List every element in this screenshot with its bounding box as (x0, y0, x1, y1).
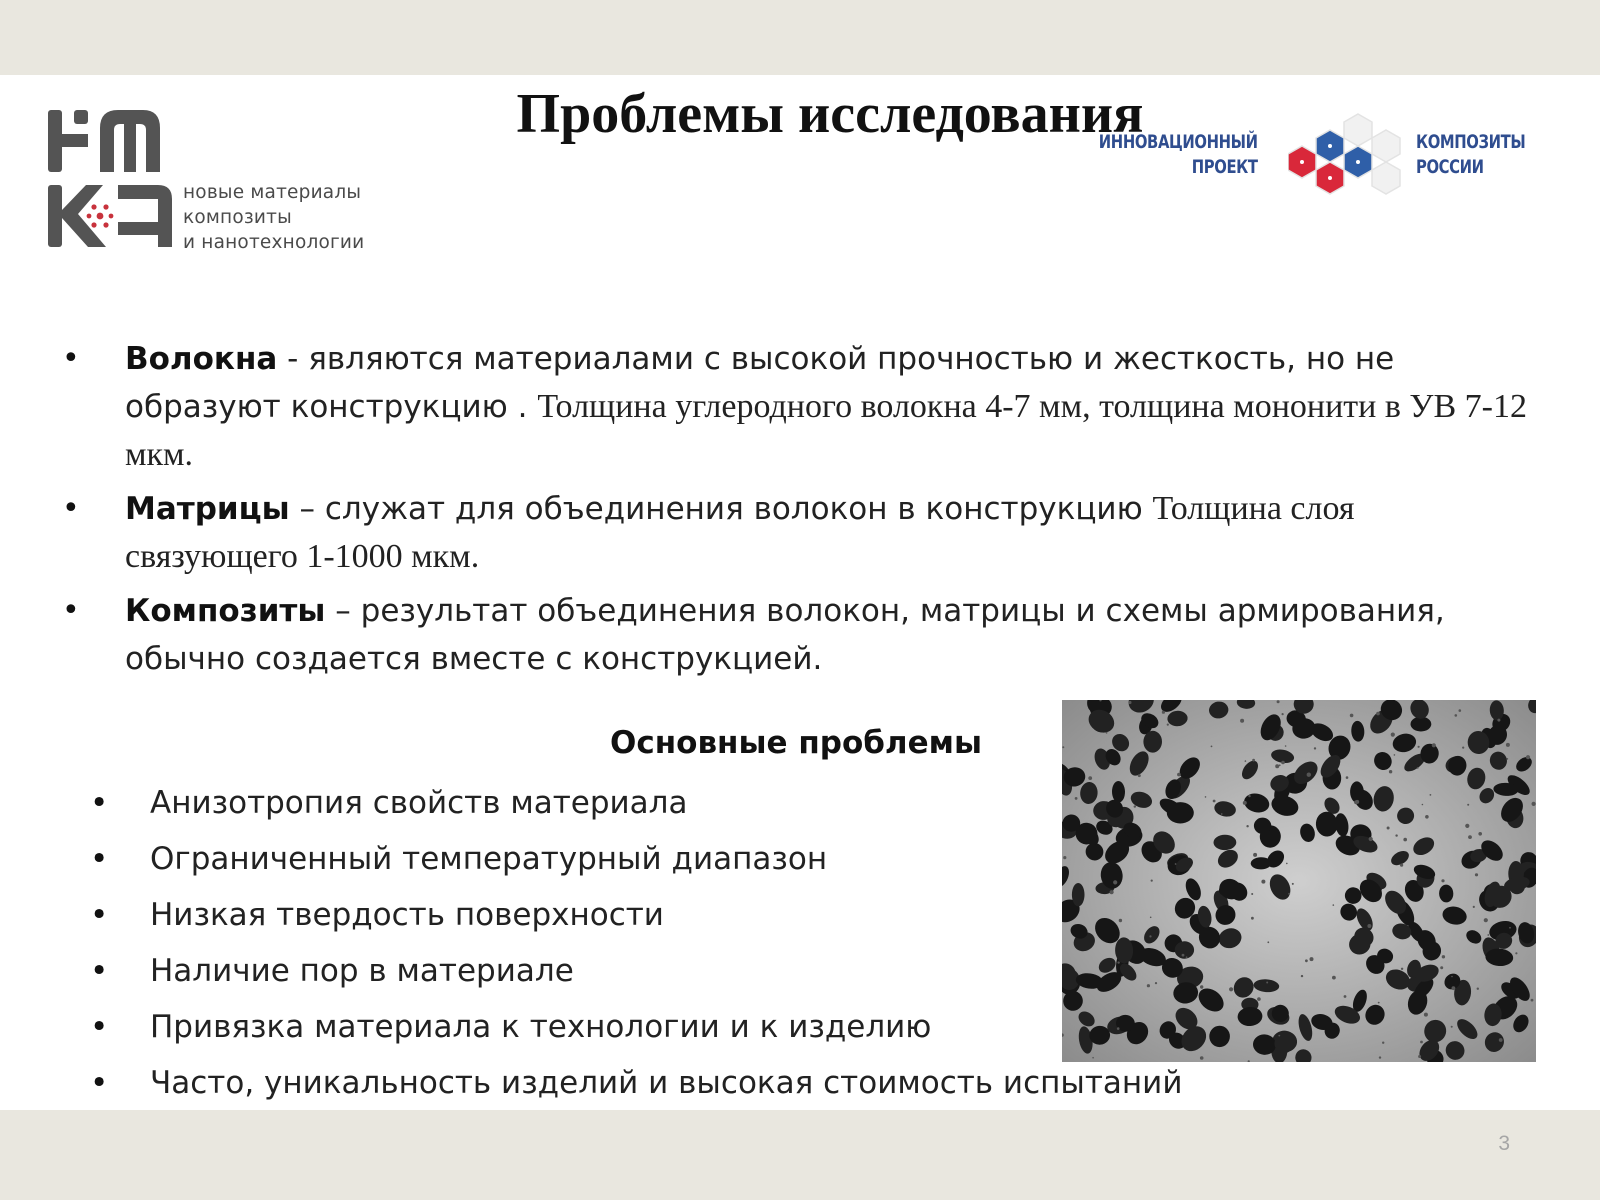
pore-speck (1452, 986, 1456, 990)
pore-speck (1240, 719, 1244, 723)
fiber-cross-section (1167, 802, 1194, 823)
pore-speck (1149, 935, 1151, 937)
pore-speck (1128, 701, 1131, 704)
pore-speck (1379, 1056, 1381, 1058)
pore-speck (1286, 863, 1288, 865)
problem-item (90, 831, 1182, 887)
problem-text: Привязка материала к технологии и к изделию (150, 1009, 932, 1045)
definition-term: Матрицы (125, 491, 290, 527)
pore-speck (1288, 893, 1290, 895)
fiber-cross-section (1209, 1026, 1230, 1047)
pore-speck (1475, 873, 1478, 876)
pore-speck (1440, 966, 1443, 969)
definition-term: Композиты (125, 593, 326, 629)
pore-speck (1281, 761, 1285, 765)
pore-speck (1465, 824, 1469, 828)
pore-speck (1376, 712, 1380, 716)
pore-speck (1462, 747, 1464, 749)
pore-speck (1417, 767, 1419, 769)
pore-speck (1333, 904, 1335, 906)
logo-line: и нанотехнологии (183, 232, 365, 253)
problem-text: Низкая твердость поверхности (150, 897, 664, 933)
pore-speck (1344, 995, 1347, 998)
problems-heading: Основные проблемы (610, 725, 982, 761)
pore-speck (1229, 987, 1233, 991)
pore-speck (1151, 880, 1153, 882)
pore-speck (1266, 982, 1268, 984)
pore-speck (1346, 776, 1349, 779)
pore-speck (1248, 795, 1250, 797)
pore-speck (1275, 764, 1279, 768)
pore-speck (1200, 985, 1203, 988)
definition-note: Толщина углеродного волокна 4-7 мм, толщина мононити в УВ 7-12 мкм. (125, 388, 1527, 473)
slide-number: 3 (1498, 1132, 1510, 1155)
pore-speck (1213, 800, 1216, 803)
pore-speck (1245, 760, 1247, 762)
pore-speck (1307, 773, 1311, 777)
problem-item (90, 999, 1182, 1055)
pore-speck (1369, 837, 1373, 841)
pore-speck (1251, 893, 1253, 895)
pore-speck (1451, 976, 1453, 978)
problem-item (90, 1055, 1182, 1111)
bullet: • (90, 1009, 109, 1045)
problem-text: Анизотропия свойств материала (150, 785, 688, 821)
definition-composites (62, 587, 1532, 683)
pore-speck (1506, 758, 1508, 760)
pore-speck (1092, 1057, 1094, 1059)
pore-speck (1278, 1035, 1280, 1037)
pore-speck (1261, 880, 1265, 884)
pore-speck (1395, 834, 1397, 836)
pore-speck (1305, 959, 1308, 962)
pore-speck (1282, 713, 1284, 715)
pore-speck (1432, 743, 1436, 747)
pore-speck (1509, 927, 1511, 929)
pore-speck (1117, 961, 1119, 963)
pore-speck (1088, 776, 1092, 780)
pore-speck (1147, 984, 1150, 987)
bullet: • (90, 1065, 109, 1101)
logo-line: РОССИИ (1416, 156, 1484, 178)
problem-item (90, 887, 1182, 943)
nmk-logo-text (183, 180, 364, 255)
pore-speck (1355, 800, 1359, 804)
pore-speck (1367, 924, 1371, 928)
problems-list (90, 775, 1182, 1111)
pore-speck (1150, 917, 1152, 919)
pore-speck (1387, 827, 1390, 830)
pore-speck (1332, 976, 1336, 980)
fiber-micrograph-svg (1062, 700, 1536, 1062)
pore-speck (1162, 711, 1165, 714)
pore-speck (1400, 864, 1403, 867)
definition-text: – результат объединения волокон, матрицы и схемы армирования, обычно создается вместе с конструкцией. (125, 593, 1445, 677)
problem-item (90, 943, 1182, 999)
pore-speck (1391, 733, 1395, 737)
definition-matrices (62, 485, 1532, 581)
pore-speck (1382, 1042, 1384, 1044)
pore-speck (1117, 1027, 1120, 1030)
pore-speck (1285, 745, 1287, 747)
pore-speck (1499, 1038, 1503, 1042)
pore-speck (1403, 838, 1407, 842)
pore-speck (1506, 743, 1510, 747)
pore-speck (1487, 934, 1489, 936)
pore-speck (1167, 724, 1169, 726)
bullet: • (62, 491, 80, 526)
footer-band (0, 1110, 1600, 1200)
pore-speck (1205, 796, 1207, 798)
pore-speck (1420, 1041, 1423, 1044)
problem-item (90, 775, 1182, 831)
pore-speck (1267, 941, 1269, 943)
pore-speck (1277, 700, 1280, 703)
pore-speck (1186, 956, 1188, 958)
pore-speck (1155, 982, 1157, 984)
logo-line: КОМПОЗИТЫ (1416, 131, 1526, 153)
pore-speck (1310, 957, 1314, 961)
definition-term: Волокна (125, 341, 278, 377)
problem-text: Наличие пор в материале (150, 953, 574, 989)
logo-line: ПРОЕКТ (1192, 156, 1258, 178)
pore-speck (1075, 797, 1078, 800)
slide-title: Проблемы исследования (516, 83, 1144, 145)
pore-speck (1484, 918, 1488, 922)
pore-speck (1478, 832, 1482, 836)
pore-speck (1200, 1056, 1204, 1060)
pore-speck (1292, 883, 1294, 885)
definition-fibers (62, 335, 1532, 479)
pore-speck (1175, 863, 1177, 865)
bullet: • (90, 953, 109, 989)
pore-speck (1389, 770, 1392, 773)
pore-speck (1422, 804, 1424, 806)
pore-speck (1532, 802, 1536, 806)
pore-speck (1252, 759, 1255, 762)
pore-speck (1424, 1013, 1428, 1017)
problem-text: Часто, уникальность изделий и высокая стоимость испытаний (150, 1065, 1183, 1101)
pore-speck (1477, 988, 1479, 990)
problem-text: Ограниченный температурный диапазон (150, 841, 828, 877)
pore-speck (1314, 747, 1316, 749)
pore-speck (1106, 732, 1108, 734)
pore-speck (1418, 1055, 1421, 1058)
pore-speck (1531, 999, 1534, 1002)
pore-speck (1515, 952, 1517, 954)
pore-speck (1526, 755, 1530, 759)
bullet: • (62, 593, 80, 628)
pore-speck (1119, 919, 1122, 922)
pore-speck (1455, 714, 1458, 717)
definitions-list (62, 335, 1532, 689)
pore-speck (1177, 773, 1181, 777)
fiber-micrograph-image (1062, 700, 1536, 1062)
logo-line: новые материалы (183, 182, 362, 203)
definition-note: Толщина слоя связующего 1-1000 мкм. (125, 490, 1355, 575)
pore-speck (1257, 997, 1261, 1001)
pore-speck (1442, 955, 1445, 958)
fiber-cross-section (1411, 717, 1432, 732)
pore-speck (1451, 1026, 1453, 1028)
pore-speck (1394, 754, 1396, 756)
definition-text: - являются материалами с высокой прочностью и жесткость, но не образуют конструкцию . (125, 341, 1395, 425)
definition-text: – служат для объединения волокон в конструкцию (289, 491, 1153, 527)
pore-speck (1251, 917, 1254, 920)
pore-speck (1243, 801, 1247, 805)
pore-speck (1138, 774, 1141, 777)
bullet: • (90, 841, 109, 877)
pore-speck (1113, 880, 1117, 884)
pore-speck (1497, 719, 1500, 722)
pore-speck (1459, 709, 1462, 712)
pore-speck (1430, 794, 1432, 796)
pore-speck (1134, 805, 1136, 807)
pore-speck (1441, 879, 1444, 882)
pore-speck (1418, 746, 1420, 748)
pore-speck (1378, 1002, 1380, 1004)
pore-speck (1401, 968, 1403, 970)
pore-speck (1473, 906, 1475, 908)
logo-line: ИННОВАЦИОННЫЙ (1099, 131, 1258, 153)
pore-speck (1221, 813, 1223, 815)
pore-speck (1110, 890, 1114, 894)
pore-speck (1425, 815, 1429, 819)
pore-speck (1062, 746, 1064, 748)
pore-speck (1063, 856, 1066, 859)
bullet: • (90, 785, 109, 821)
pore-speck (1253, 853, 1257, 857)
pore-speck (1246, 825, 1248, 827)
bullet: • (90, 897, 109, 933)
bullet: • (62, 341, 80, 376)
fiber-cross-section (1072, 883, 1085, 906)
pore-speck (1350, 714, 1354, 718)
pore-speck (1468, 835, 1472, 839)
pore-speck (1467, 804, 1469, 806)
pore-speck (1301, 975, 1303, 977)
pore-speck (1211, 746, 1213, 748)
pore-speck (1182, 954, 1185, 957)
logo-line: композиты (183, 207, 292, 228)
